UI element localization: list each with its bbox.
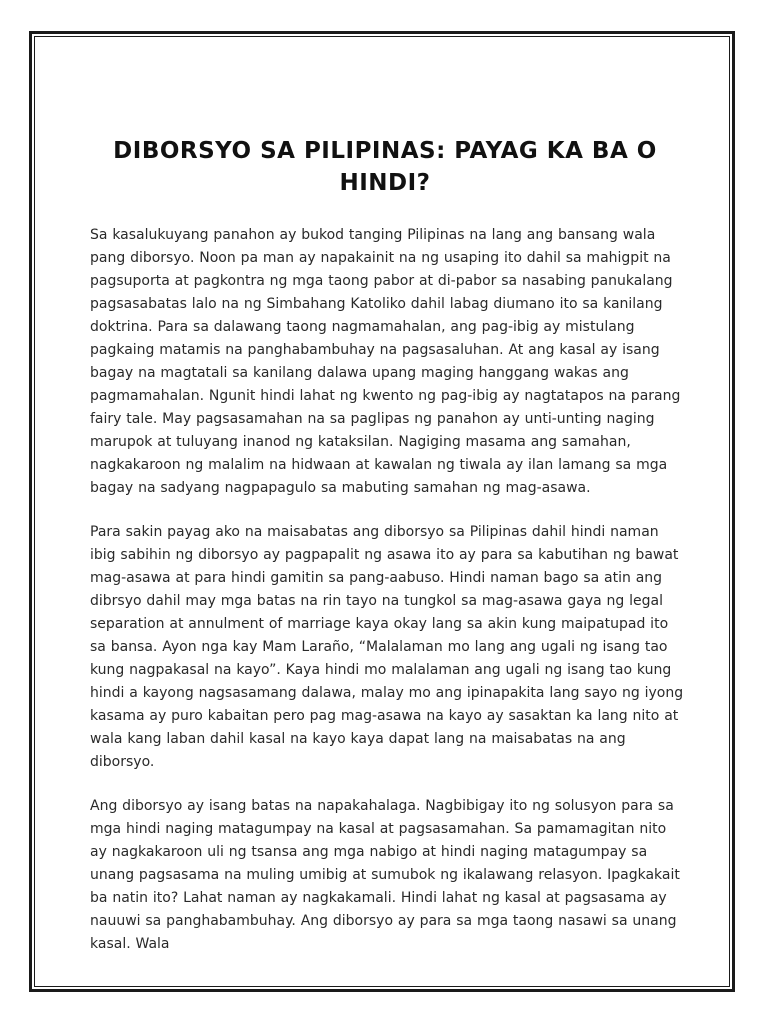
document-title: DIBORSYO SA PILIPINAS: PAYAG KA BA O HINDI? — [113, 138, 657, 196]
document-body — [90, 224, 686, 977]
paragraph-3: Ang diborsyo ay isang batas na napakahalaga. Nagbibigay ito ng solusyon para sa mga hindi naging matagumpay na kasal at pagsasamahan. Sa pamamagitan nito ay nagkakaroon uli ng tsansa ang mga nabigo at hindi naging matagumpay sa unang pagsasama na muling umibig at sumubok ng ikalawang relasyon. Ipagkakait ba natin ito? Lahat naman ay nagkakamali. Hindi lahat ng kasal at pagsasama ay nauuwi sa panghabambuhay. Ang diborsyo ay para sa mga taong nasawi sa unang kasal. Wala — [90, 798, 680, 952]
paragraph-1: Sa kasalukuyang panahon ay bukod tanging Pilipinas na lang ang bansang wala pang diborsyo. Noon pa man ay napakainit na ng usaping ito dahil sa mahigpit na pagsuporta at pagkontra ng mga taong pabor at di-pabor sa nasabing panukalang pagsasabatas lalo na ng Simbahang Katoliko dahil labag diumano ito sa kanilang doktrina. Para sa dalawang taong nagmamahalan, ang pag-ibig ay mistulang pagkaing matamis na panghabambuhay na pagsasaluhan. At ang kasal ay isang bagay na magtatali sa kanilang dalawa upang maging hanggang wakas ang pagmamahalan. Ngunit hindi lahat ng kwento ng pag-ibig ay nagtatapos na parang fairy tale. May pagsasamahan na sa paglipas ng panahon ay unti-unting naging marupok at tuluyang inanod ng kataksilan. Nagiging masama ang samahan, nagkakaroon ng malalim na hidwaan at kawalan ng tiwala ay ilan lamang sa mga bagay na sadyang nagpapagulo sa mabuting samahan ng mag-asawa. — [90, 227, 681, 496]
paragraph-2: Para sakin payag ako na maisabatas ang diborsyo sa Pilipinas dahil hindi naman ibig sabihin ng diborsyo ay pagpapalit ng asawa ito ay para sa kabutihan ng bawat mag-asawa at para hindi gamitin sa pang-aabuso. Hindi naman bago sa atin ang dibrsyo dahil may mga batas na rin tayo na tungkol sa mag-asawa gaya ng legal separation at annulment of marriage kaya okay lang sa akin kung maipatupad ito sa bansa. Ayon nga kay Mam Laraño, “Malalaman mo lang ang ugali ng isang tao kung nagpakasal na kayo”. Kaya hindi mo malalaman ang ugali ng isang tao kung hindi a kayong nagsasamang dalawa, malay mo ang ipinapakita lang sayo ng iyong kasama ay puro kabaitan pero pag mag-asawa na kayo ay sasaktan ka lang nito at wala kang laban dahil kasal na kayo kaya dapat lang na maisabatas na ang diborsyo. — [90, 524, 684, 770]
